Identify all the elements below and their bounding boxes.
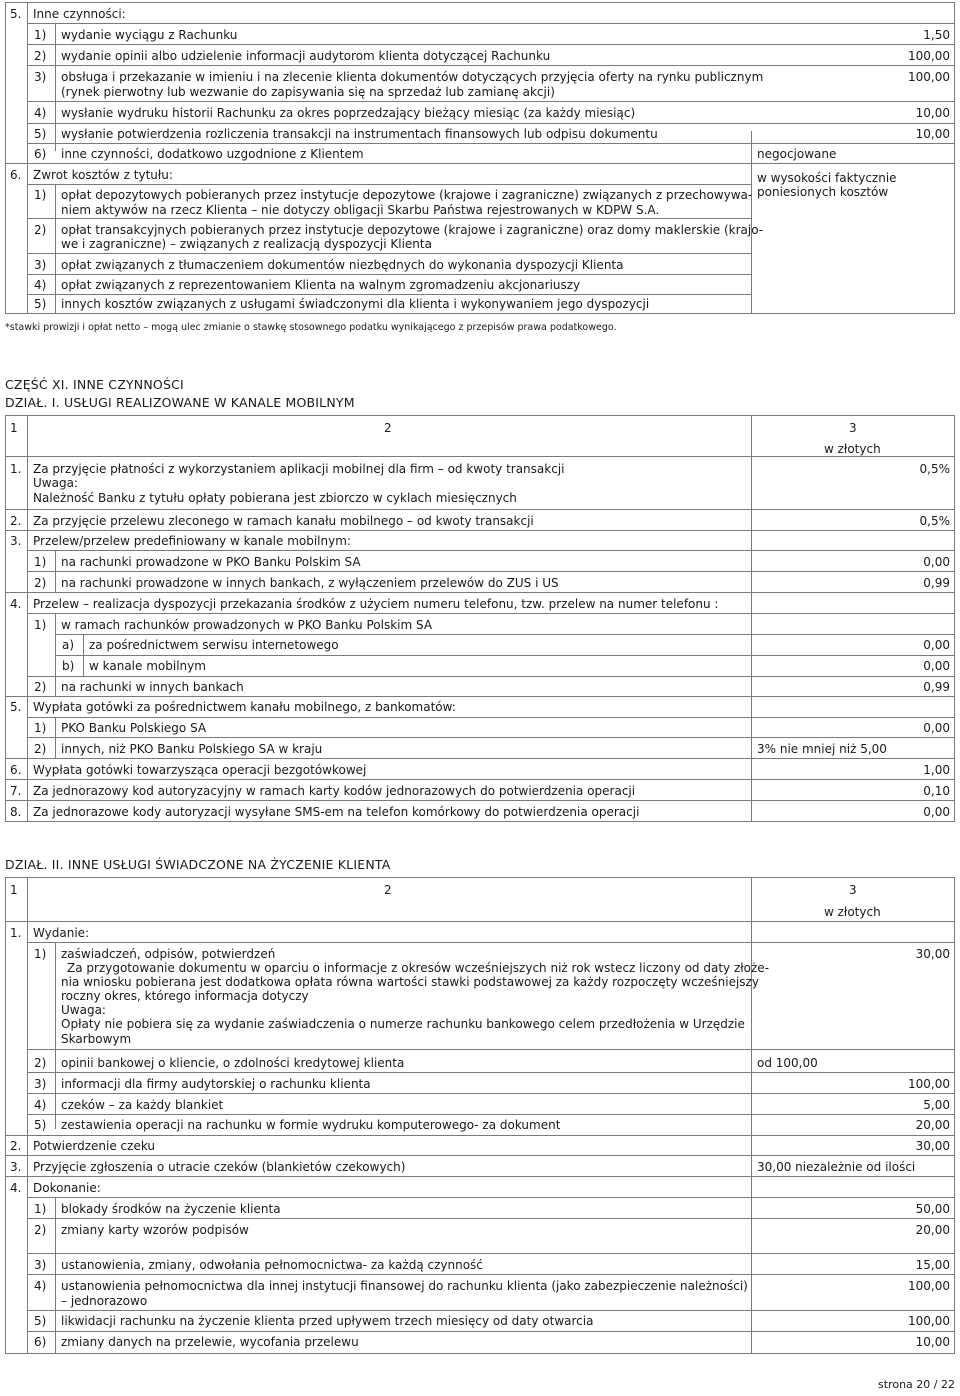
- item-text: wysłanie potwierdzenia rozliczenia transakcji na instrumentach finansowych lub odpisu dokumentu: [61, 127, 658, 141]
- subrow-text: na rachunki prowadzone w innych bankach, z wyłączeniem przelewów do ZUS i US: [61, 576, 559, 590]
- column-header-1: 1: [10, 883, 18, 897]
- subsubrow-number: b): [62, 659, 75, 673]
- item-number: 2): [34, 49, 47, 63]
- subrow-number: 4): [34, 1279, 47, 1293]
- subrow-text: ustanowienia pełnomocnictwa dla innej instytucji finansowej do rachunku klienta (jako zabezpieczenie należności): [61, 1279, 748, 1293]
- row-text: Potwierdzenie czeku: [33, 1139, 156, 1153]
- row-number: 4.: [10, 597, 22, 611]
- row-number: 4.: [10, 1181, 22, 1195]
- subsubrow-text: w kanale mobilnym: [89, 659, 206, 673]
- subrow-desc: Skarbowym: [61, 1032, 132, 1046]
- subrow-number: 2): [34, 742, 47, 756]
- row-value: 30,00 niezależnie od ilości: [757, 1160, 916, 1174]
- item-text-continued: niem aktywów na rzecz Klienta – nie dotyczy obligacji Skarbu Państwa rejestrowanych w KDPW S.A.: [61, 203, 660, 217]
- subrow-text: zestawienia operacji na rachunku w formie wydruku komputerowego- za dokument: [61, 1118, 561, 1132]
- row-value: 1,00: [923, 763, 950, 777]
- row-text: Za przyjęcie przelewu zleconego w ramach kanału mobilnego – od kwoty transakcji: [33, 514, 534, 528]
- column-header-3: 3: [849, 883, 857, 897]
- subrow-text: zaświadczeń, odpisów, potwierdzeń: [61, 947, 276, 961]
- section-title: Zwrot kosztów z tytułu:: [33, 168, 173, 182]
- row-number: 1.: [10, 926, 22, 940]
- subrow-number: 1): [34, 1202, 47, 1216]
- item-number: 1): [34, 28, 47, 42]
- subrow-value: 0,00: [923, 555, 950, 569]
- row-text: Dokonanie:: [33, 1181, 101, 1195]
- item-number: 6): [34, 147, 47, 161]
- subrow-value: 3% nie mniej niż 5,00: [757, 742, 887, 756]
- part-title: CZĘŚĆ XI. INNE CZYNNOŚCI: [5, 377, 184, 392]
- row-text: Za jednorazowy kod autoryzacyjny w ramach karty kodów jednorazowych do potwierdzenia operacji: [33, 784, 636, 798]
- row-number: 8.: [10, 805, 22, 819]
- item-value: 100,00: [908, 70, 950, 84]
- item-text: obsługa i przekazanie w imieniu i na zlecenie klienta dokumentów dotyczących przyjęcia oferty na rynku publicznym: [61, 70, 764, 84]
- item-number: 5): [34, 297, 47, 311]
- client-services-table: [5, 877, 955, 1354]
- subrow-value: 0,99: [923, 576, 950, 590]
- item-number: 4): [34, 106, 47, 120]
- row-value: 0,5%: [919, 514, 950, 528]
- subrow-value: 20,00: [915, 1118, 950, 1132]
- item-number: 5): [34, 127, 47, 141]
- unit-label: w złotych: [824, 442, 881, 456]
- subsubrow-text: za pośrednictwem serwisu internetowego: [89, 638, 339, 652]
- subrow-value: 10,00: [915, 1335, 950, 1349]
- row-text: Wypłata gotówki towarzysząca operacji bezgotówkowej: [33, 763, 367, 777]
- item-value: negocjowane: [757, 147, 837, 161]
- section-value-continued: poniesionych kosztów: [757, 185, 889, 199]
- subrow-value: 100,00: [908, 1279, 950, 1293]
- row-number: 3.: [10, 1160, 22, 1174]
- subrow-number: 2): [34, 576, 47, 590]
- subrow-text-continued: – jednorazowo: [61, 1294, 148, 1308]
- column-header-1: 1: [10, 421, 18, 435]
- division-title: DZIAŁ. I. USŁUGI REALIZOWANE W KANALE MOBILNYM: [5, 395, 355, 410]
- row-number: 7.: [10, 784, 22, 798]
- item-text: innych kosztów związanych z usługami świadczonymi dla klienta i wykonywaniem jego dyspozycji: [61, 297, 650, 311]
- subrow-value: 100,00: [908, 1314, 950, 1328]
- subrow-desc: nia wniosku pobierana jest dodatkowa opłata równa wartości stawki podstawowej za każdy rozpoczęty wcześniejszy: [61, 975, 759, 989]
- item-value: 1,50: [923, 28, 950, 42]
- subrow-text: na rachunki prowadzone w PKO Banku Polskim SA: [61, 555, 361, 569]
- subrow-desc: Za przygotowanie dokumentu w oparciu o informacje z okresów wcześniejszych niż rok wstecz liczony od daty złoże-: [67, 961, 770, 975]
- subrow-number: 2): [34, 1056, 47, 1070]
- row-text: Wypłata gotówki za pośrednictwem kanału mobilnego, z bankomatów:: [33, 700, 456, 714]
- item-text: opłat depozytowych pobieranych przez instytucje depozytowe (krajowe i zagraniczne) związanych z przechowywa-: [61, 188, 753, 202]
- item-text: opłat związanych z reprezentowaniem Klienta na walnym zgromadzeniu akcjonariuszy: [61, 278, 581, 292]
- row-text: Za przyjęcie płatności z wykorzystaniem aplikacji mobilnej dla firm – od kwoty transakcji: [33, 462, 565, 476]
- subrow-number: 5): [34, 1314, 47, 1328]
- row-value: 0,10: [923, 784, 950, 798]
- item-text: wydanie opinii albo udzielenie informacji audytorom klienta dotyczącej Rachunku: [61, 49, 551, 63]
- subrow-text: innych, niż PKO Banku Polskiego SA w kraju: [61, 742, 323, 756]
- mobile-services-table: [5, 415, 955, 822]
- subrow-text: informacji dla firmy audytorskiej o rachunku klienta: [61, 1077, 371, 1091]
- fees-table-top: [5, 2, 955, 314]
- item-text: inne czynności, dodatkowo uzgodnione z Klientem: [61, 147, 364, 161]
- subrow-text: opinii bankowej o kliencie, o zdolności kredytowej klienta: [61, 1056, 405, 1070]
- section-number: 6.: [10, 168, 22, 182]
- row-number: 2.: [10, 514, 22, 528]
- subrow-text: na rachunki w innych bankach: [61, 680, 244, 694]
- column-header-2: 2: [384, 883, 392, 897]
- subrow-number: 5): [34, 1118, 47, 1132]
- subrow-value: 30,00: [915, 947, 950, 961]
- subrow-number: 3): [34, 1077, 47, 1091]
- item-value: 10,00: [915, 106, 950, 120]
- subsubrow-number: a): [62, 638, 75, 652]
- subrow-value: 100,00: [908, 1077, 950, 1091]
- subrow-text: zmiany danych na przelewie, wycofania przelewu: [61, 1335, 359, 1349]
- subrow-desc: roczny okres, którego informacja dotyczy: [61, 989, 309, 1003]
- section-title: Inne czynności:: [33, 7, 126, 21]
- item-number: 2): [34, 223, 47, 237]
- item-text: wysłanie wydruku historii Rachunku za okres poprzedzający bieżący miesiąc (za każdy miesiąc): [61, 106, 636, 120]
- subrow-number: 1): [34, 721, 47, 735]
- subrow-value: 0,99: [923, 680, 950, 694]
- row-value: 0,00: [923, 805, 950, 819]
- row-number: 6.: [10, 763, 22, 777]
- subrow-number: 2): [34, 680, 47, 694]
- footnote: *stawki prowizji i opłat netto – mogą ulec zmianie o stawkę stosownego podatku wynikającego z przepisów prawa podatkowego.: [5, 322, 617, 333]
- item-number: 1): [34, 188, 47, 202]
- row-number: 1.: [10, 462, 22, 476]
- subrow-text: czeków – za każdy blankiet: [61, 1098, 224, 1112]
- row-text: Wydanie:: [33, 926, 90, 940]
- row-text: Za jednorazowe kody autoryzacji wysyłane SMS-em na telefon komórkowy do potwierdzenia operacji: [33, 805, 640, 819]
- item-text: wydanie wyciągu z Rachunku: [61, 28, 238, 42]
- row-number: 5.: [10, 700, 22, 714]
- subrow-value: 50,00: [915, 1202, 950, 1216]
- row-text: Przelew/przelew predefiniowany w kanale mobilnym:: [33, 534, 351, 548]
- item-number: 4): [34, 278, 47, 292]
- subrow-number: 1): [34, 555, 47, 569]
- column-header-2: 2: [384, 421, 392, 435]
- unit-label: w złotych: [824, 905, 881, 919]
- subrow-value: od 100,00: [757, 1056, 818, 1070]
- row-number: 2.: [10, 1139, 22, 1153]
- subrow-number: 3): [34, 1258, 47, 1272]
- subrow-text: likwidacji rachunku na życzenie klienta przed upływem trzech miesięcy od daty otwarcia: [61, 1314, 594, 1328]
- row-text: Przelew – realizacja dyspozycji przekazania środków z użyciem numeru telefonu, tzw. przelew na numer telefonu :: [33, 597, 719, 611]
- item-text: opłat transakcyjnych pobieranych przez instytucje depozytowe (krajowe i zagraniczne) oraz domy maklerskie (krajo-: [61, 223, 764, 237]
- row-note: Należność Banku z tytułu opłaty pobierana jest zbiorczo w cyklach miesięcznych: [33, 491, 517, 505]
- subrow-value: 5,00: [923, 1098, 950, 1112]
- item-text-continued: (rynek pierwotny lub wezwanie do zapisywania się na sprzedaż lub zamianę akcji): [61, 85, 555, 99]
- subrow-number: 4): [34, 1098, 47, 1112]
- subrow-text: blokady środków na życzenie klienta: [61, 1202, 281, 1216]
- item-value: 100,00: [908, 49, 950, 63]
- item-value: 10,00: [915, 127, 950, 141]
- section-number: 5.: [10, 7, 22, 21]
- row-value: 0,5%: [919, 462, 950, 476]
- section-value: w wysokości faktycznie: [757, 171, 897, 185]
- row-number: 3.: [10, 534, 22, 548]
- column-header-3: 3: [849, 421, 857, 435]
- item-number: 3): [34, 70, 47, 84]
- subrow-text: w ramach rachunków prowadzonych w PKO Banku Polskim SA: [61, 618, 433, 632]
- subrow-number: 2): [34, 1223, 47, 1237]
- subrow-text: PKO Banku Polskiego SA: [61, 721, 207, 735]
- subrow-desc: Opłaty nie pobiera się za wydanie zaświadczenia o numerze rachunku bankowego celem przedłożenia w Urzędzie: [61, 1017, 745, 1031]
- subsubrow-value: 0,00: [923, 638, 950, 652]
- subrow-value: 20,00: [915, 1223, 950, 1237]
- row-text: Przyjęcie zgłoszenia o utracie czeków (blankietów czekowych): [33, 1160, 406, 1174]
- item-text-continued: we i zagraniczne) – związanych z realizacją dyspozycji Klienta: [61, 237, 432, 251]
- subrow-text: ustanowienia, zmiany, odwołania pełnomocnictwa- za każdą czynność: [61, 1258, 483, 1272]
- division-title: DZIAŁ. II. INNE USŁUGI ŚWIADCZONE NA ŻYCZENIE KLIENTA: [5, 857, 391, 872]
- page-number: strona 20 / 22: [878, 1378, 955, 1391]
- item-text: opłat związanych z tłumaczeniem dokumentów niezbędnych do wykonania dyspozycji Klienta: [61, 258, 624, 272]
- subrow-number: 1): [34, 618, 47, 632]
- item-number: 3): [34, 258, 47, 272]
- subrow-value: 0,00: [923, 721, 950, 735]
- subrow-value: 15,00: [915, 1258, 950, 1272]
- row-value: 30,00: [915, 1139, 950, 1153]
- subrow-desc: Uwaga:: [61, 1003, 106, 1017]
- subrow-text: zmiany karty wzorów podpisów: [61, 1223, 249, 1237]
- row-note-label: Uwaga:: [33, 476, 78, 490]
- subsubrow-value: 0,00: [923, 659, 950, 673]
- subrow-number: 1): [34, 947, 47, 961]
- subrow-number: 6): [34, 1335, 47, 1349]
